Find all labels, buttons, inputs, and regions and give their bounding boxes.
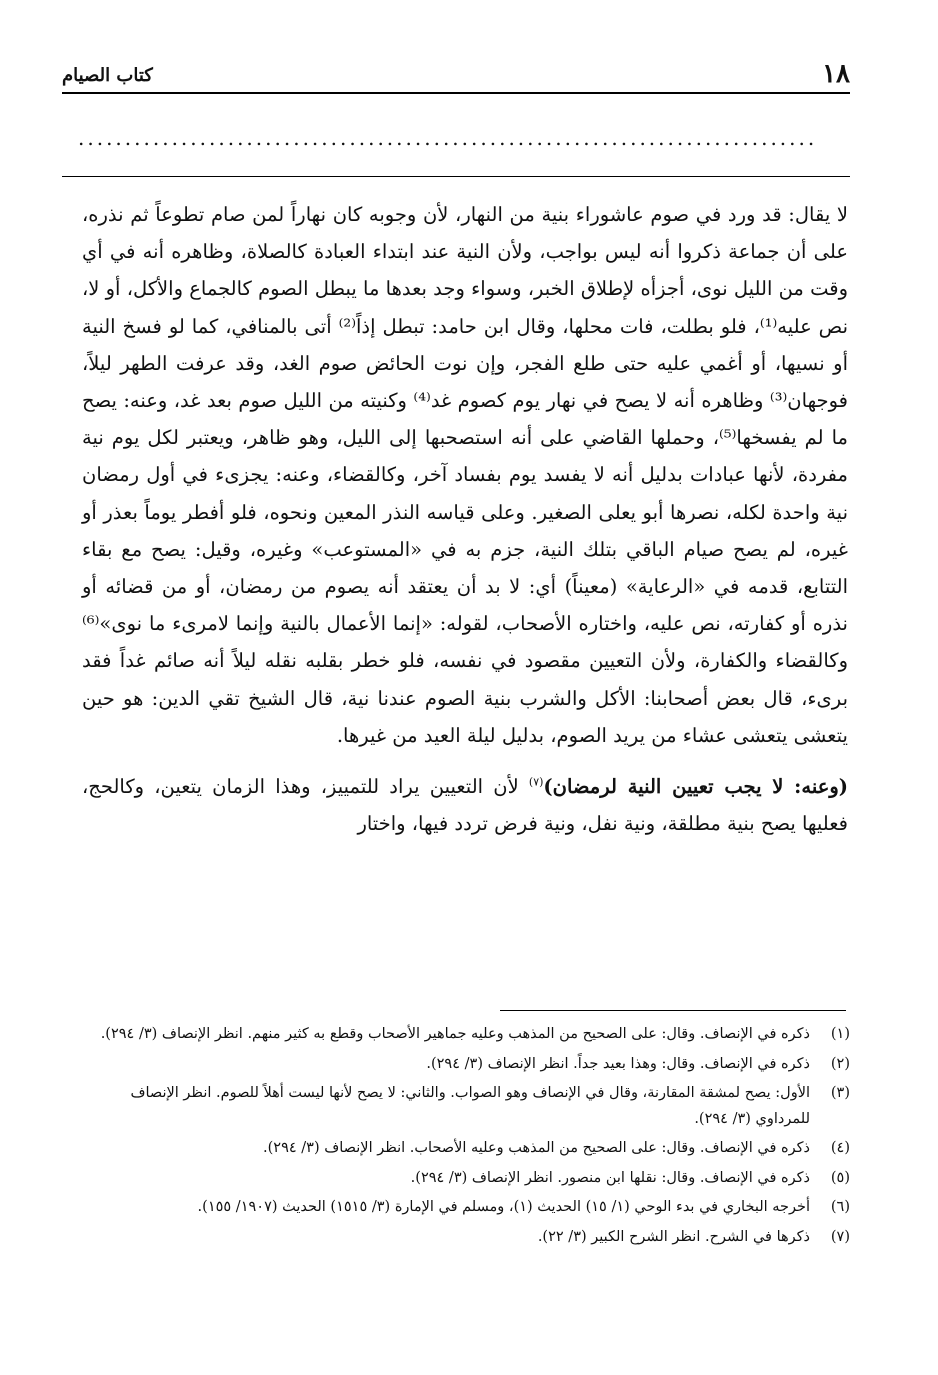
footnote-text: أخرجه البخاري في بدء الوحي (١/ ١٥) الحديث (١)، ومسلم في الإمارة (٣/ ١٥١٥) الحديث (١٩٠٧/ ١٥٥).: [197, 1199, 810, 1215]
footnote-number: (٣): [830, 1085, 850, 1101]
footnote-text: ذكرها في الشرح. انظر الشرح الكبير (٣/ ٢٢).: [537, 1228, 810, 1245]
footnote: [80, 1195, 850, 1221]
footnote: [80, 1081, 850, 1132]
bold-quote: (وعنه: لا يجب تعيين النية لرمضان): [543, 775, 848, 799]
book-title: كتاب الصيام: [62, 62, 161, 90]
footnote-number: (٦): [830, 1199, 850, 1215]
footnote-number: (٥): [830, 1169, 850, 1186]
footnote: [80, 1022, 850, 1048]
footnotes: [80, 1022, 850, 1254]
footnote-number: (٢): [830, 1055, 850, 1072]
footnote-text: ذكره في الإنصاف. وقال: نقلها ابن منصور. انظر الإنصاف (٣/ ٢٩٤).: [410, 1169, 810, 1186]
paragraph: لا يقال: قد ورد في صوم عاشوراء بنية من النهار، لأن وجوبه كان نهاراً لمن صام تطوعاً ثم نذره، على أن جماعة ذكروا أنه ليس بواجب، ولأن النية عند ابتداء العبادة كالصلاة، وظاهره أنه في أي وقت من الليل نوى، أجزأه لإطلاق الخبر، وسواء وجد بعدها ما يبطل الصوم كالجماع والأكل، أو لا، نص عليه⁽¹⁾، فلو بطلت، فات محلها، وقال ابن حامد: تبطل إذاً⁽²⁾ أتى بالمنافي، كما لو فسخ النية أو نسيها، أو أغمي عليه حتى طلع الفجر، وإن نوت الحائض صوم الغد، وقد عرفت الطهر ليلاً، فوجهان⁽³⁾ وظاهره أنه لا يصح في نهار يوم كصوم غد⁽⁴⁾ وكنيته من الليل صوم بعد غد، وعنه: يصح ما لم يفسخها⁽⁵⁾، وحملها القاضي على أنه استصحبها إلى الليل، وهو ظاهر، ويعتبر لكل يوم نية مفردة، لأنها عبادات بدليل أنه لا يفسد يوم بفساد آخر، وكالقضاء، وعنه: يجزىء في أول رمضان نية واحدة لكله، نصرها أبو يعلى الصغير. وعلى قياسه النذر المعين ونحوه، فلو أفطر يوماً بعذر أو غيره، لم يصح صيام الباقي بتلك النية، جزم به في «المستوعب» وغيره، وقيل: يصح مع بقاء التتابع، قدمه في «الرعاية» (معيناً) أي: لا بد أن يعتقد أنه يصوم من رمضان، أو من قضائه أو نذره أو كفارته، نص عليه، واختاره الأصحاب، لقوله: «إنما الأعمال بالنية وإنما لامرىء ما نوى»⁽⁶⁾ وكالقضاء والكفارة، ولأن التعيين مقصود في نفسه، فلو خطر بقلبه نقله ليلاً أنه صائم غداً فقد برىء، قال بعض أصحابنا: الأكل والشرب بنية الصوم عندنا نية، قال الشيخ تقي الدين: هو حين يتعشى يتعشى عشاء من يريد الصوم، بدليل ليلة العيد من غيرها.: [82, 203, 849, 747]
footnote-number: (٧): [830, 1228, 850, 1245]
footnote: [80, 1136, 850, 1162]
footnote-text: الأول: يصح لمشقة المقارنة، وقال في الإنصاف وهو الصواب. والثاني: لا يصح لأنها ليست أهلاً للصوم. انظر الإنصاف للمرداوي (٣/ ٢٩٤).: [130, 1085, 810, 1127]
footnote-ref: (٧): [528, 775, 544, 789]
running-header: [62, 58, 850, 98]
footnote-text: ذكره في الإنصاف. وقال: على الصحيح من المذهب وعليه الأصحاب. انظر الإنصاف (٣/ ٢٩٤).: [263, 1140, 810, 1156]
paragraph: [82, 768, 848, 842]
footnote-rule: [500, 1010, 846, 1011]
footnote-number: (١): [830, 1026, 850, 1042]
paragraph-text: لأن التعيين يراد للتمييز، وهذا الزمان يتعين، وكالحج، فعليها يصح بنية مطلقة، ونية نفل، ونية فرض تردد فيها، واختار: [82, 775, 848, 836]
ellipsis-line: ...............................................................................: [78, 126, 818, 150]
footnote-number: (٤): [830, 1140, 850, 1156]
footnote-text: ذكره في الإنصاف. وقال: على الصحيح من المذهب وعليه جماهير الأصحاب وقطع به كثير منهم. انظر الإنصاف (٣/ ٢٩٤).: [100, 1026, 810, 1042]
separator-rule: [62, 176, 850, 177]
page-number: ١٨: [814, 58, 850, 90]
footnote: [80, 1225, 850, 1251]
header-rule: [62, 92, 850, 94]
main-text: [82, 196, 848, 842]
footnote: [80, 1166, 850, 1192]
footnote-text: ذكره في الإنصاف. وقال: وهذا بعيد جداً. انظر الإنصاف (٣/ ٢٩٤).: [426, 1055, 810, 1072]
footnote: [80, 1052, 850, 1078]
